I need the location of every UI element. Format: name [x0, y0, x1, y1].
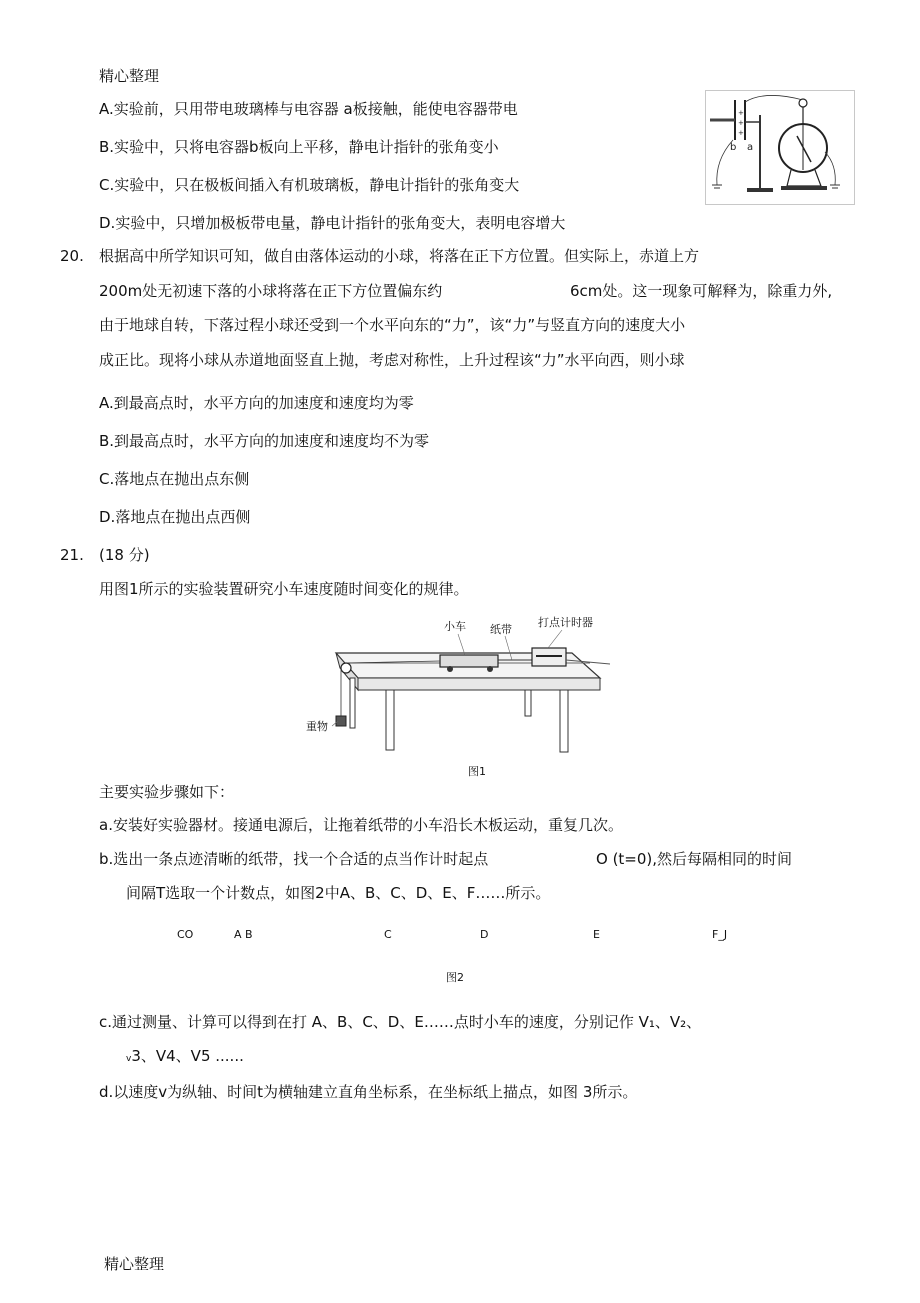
q19-option-a: A.实验前，只用带电玻璃棒与电容器 a板接触，能使电容器带电	[99, 100, 518, 118]
q19-capacitor-figure	[705, 90, 855, 205]
fig2-label-ab: A B	[234, 928, 253, 941]
fig1-label-timer: 打点计时器	[538, 616, 593, 629]
fig2-label-f: F_J	[712, 928, 728, 941]
q21-step-c-sub: v	[126, 1054, 132, 1064]
q21-step-c-rest: 3、V4、V5 ......	[131, 1047, 244, 1065]
fig1-label-tape: 纸带	[490, 623, 512, 636]
q20-option-b: B.到最高点时，水平方向的加速度和速度均不为零	[99, 432, 430, 450]
fig1-label-weight: 重物	[306, 720, 328, 733]
fig2-label-c: C	[384, 928, 392, 941]
q19-option-d: D.实验中，只增加极板带电量，静电计指针的张角变大，表明电容增大	[99, 214, 566, 232]
q20-stem-line1: 根据高中所学知识可知，做自由落体运动的小球，将落在正下方位置。但实际上，赤道上方	[99, 247, 700, 265]
svg-text:+: +	[738, 129, 744, 137]
fig1-label-car: 小车	[444, 620, 466, 633]
q20-option-d: D.落地点在抛出点西侧	[99, 508, 251, 526]
fig2-caption: 图2	[446, 971, 464, 984]
plate-a-label: a	[747, 142, 754, 153]
svg-text:+: +	[738, 109, 744, 117]
q21-step-b-part1: b.选出一条点迹清晰的纸带，找一个合适的点当作计时起点	[99, 850, 489, 868]
q19-option-b: B.实验中，只将电容器b板向上平移，静电计指针的张角变小	[99, 138, 499, 156]
q21-step-b-line2: 间隔T选取一个计数点，如图2中A、B、C、D、E、F……所示。	[126, 884, 551, 902]
q20-option-a: A.到最高点时，水平方向的加速度和速度均为零	[99, 394, 414, 412]
q21-intro: 用图1所示的实验装置研究小车速度随时间变化的规律。	[99, 580, 469, 598]
q21-number: 21.	[60, 546, 84, 564]
q21-steps-title: 主要实验步骤如下：	[99, 783, 235, 801]
q21-step-b-part2: O (t=0),然后每隔相同的时间	[596, 850, 793, 868]
q21-step-a: a.安装好实验器材。接通电源后，让拖着纸带的小车沿长木板运动，重复几次。	[99, 816, 623, 834]
svg-text:+: +	[738, 119, 744, 127]
q19-option-c: C.实验中，只在极板间插入有机玻璃板，静电计指针的张角变大	[99, 176, 520, 194]
q21-score: (18 分)	[99, 546, 150, 564]
q20-stem-line4: 成正比。现将小球从赤道地面竖直上抛，考虑对称性，上升过程该“力”水平向西，则小球	[99, 351, 685, 369]
fig2-label-e: E	[593, 928, 600, 941]
page-header: 精心整理	[99, 67, 160, 85]
q20-stem-line3: 由于地球自转，下落过程小球还受到一个水平向东的“力”，该“力”与竖直方向的速度大小	[99, 316, 686, 334]
q21-step-c-line1: c.通过测量、计算可以得到在打 A、B、C、D、E……点时小车的速度，分别记作 V₁、V₂、	[99, 1013, 702, 1031]
q21-step-c-line2	[126, 1046, 244, 1069]
q20-number: 20.	[60, 247, 84, 265]
page-footer: 精心整理	[104, 1255, 165, 1273]
q20-stem-line2b: 6cm处。这一现象可解释为，除重力外,	[570, 282, 833, 300]
fig2-label-d: D	[480, 928, 489, 941]
plate-b-label: b	[730, 142, 737, 153]
q20-option-c: C.落地点在抛出点东侧	[99, 470, 250, 488]
fig1-caption: 图1	[468, 765, 486, 778]
fig2-label-co: CO	[177, 928, 194, 941]
q21-step-d: d.以速度v为纵轴、时间t为横轴建立直角坐标系，在坐标纸上描点，如图 3所示。	[99, 1083, 638, 1101]
q20-stem-line2a: 200m处无初速下落的小球将落在正下方位置偏东约	[99, 282, 443, 300]
